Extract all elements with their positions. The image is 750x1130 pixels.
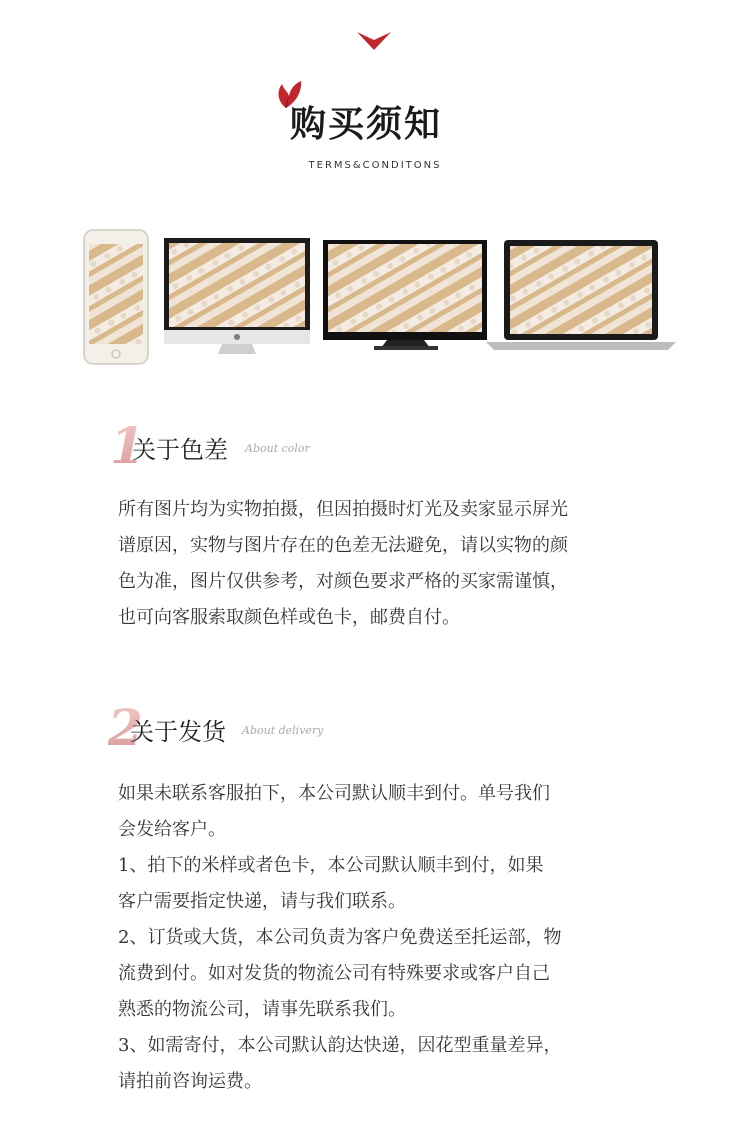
paragraph-line: 3、如需寄付，本公司默认韵达快递，因花型重量差异， [118,1035,562,1056]
section-number: 1 [110,416,145,475]
paragraph-line: 所有图片均为实物拍摄，但因拍摄时灯光及卖家显示屏光 [118,499,568,520]
section-subtitle: About color [245,442,310,455]
paragraph-line: 1、拍下的米样或者色卡，本公司默认顺丰到付，如果 [118,855,544,876]
device-display-illustration [82,226,682,376]
paragraph-line: 流费到付。如对发货的物流公司有特殊要求或客户自己 [118,963,550,984]
section-header-delivery [108,700,388,756]
chevron-down-icon [357,30,391,52]
section-subtitle: About delivery [242,724,324,737]
paragraph-line: 如果未联系客服拍下，本公司默认顺丰到付。单号我们 [118,783,550,804]
monitor-device [323,240,487,350]
section-number: 2 [108,698,143,757]
section-title: 关于色差 [132,436,228,464]
paragraph-line: 色为准，图片仅供参考，对颜色要求严格的买家需谨慎， [118,571,568,592]
laptop-device [486,240,676,350]
phone-device [84,230,148,364]
imac-device [164,238,310,354]
page-title: 购买须知 [290,103,443,145]
paragraph-line: 2、订货或大货，本公司负责为客户免费送至托运部，物 [118,927,562,948]
section-body-color [118,492,678,636]
paragraph-line: 熟悉的物流公司，请事先联系我们。 [118,999,406,1020]
paragraph-line: 客户需要指定快递，请与我们联系。 [118,891,406,912]
page-title-block [270,78,490,148]
page-subtitle: TERMS&CONDITONS [308,160,442,171]
section-title: 关于发货 [130,718,226,746]
paragraph-line: 也可向客服索取颜色样或色卡，邮费自付。 [118,607,460,628]
section-body-delivery [118,776,678,1100]
paragraph-line: 会发给客户。 [118,819,226,840]
section-header-color [110,418,370,474]
paragraph-line: 请拍前咨询运费。 [118,1071,262,1092]
paragraph-line: 谱原因，实物与图片存在的色差无法避免，请以实物的颜 [118,535,568,556]
